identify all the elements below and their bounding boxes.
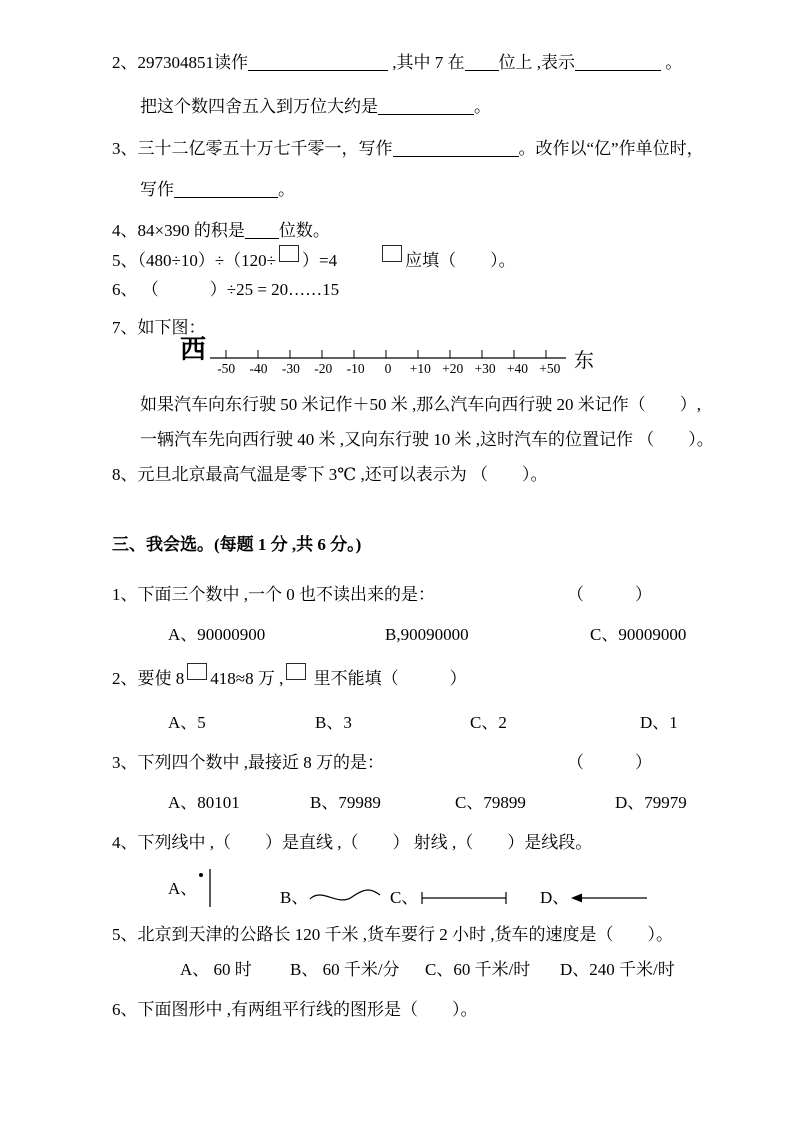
choice-q1-stem: [112, 583, 723, 606]
q2-stem-text-3: 里不能填（ ）: [309, 669, 467, 688]
fill-q3-line1: [112, 137, 723, 160]
tick-label: +10: [409, 361, 431, 376]
fill-q7-line1: [112, 393, 723, 416]
figure-a-label: A、: [168, 878, 198, 898]
option-d: D、1: [640, 713, 678, 732]
figure-c-label: C、: [390, 888, 419, 907]
tick-label: +50: [539, 361, 561, 376]
number-line: [210, 345, 566, 377]
answer-paren: （ ）: [567, 585, 652, 604]
q3-text-3: 写作: [140, 180, 174, 199]
number-line-labels: [210, 361, 566, 377]
fill-q5: [112, 245, 723, 272]
blank-underline: [575, 54, 661, 71]
choice-q5-options: [112, 958, 723, 981]
tick-label: +40: [506, 361, 528, 376]
choice-q5-stem: [112, 923, 723, 946]
option-d: D、240 千米/时: [560, 960, 675, 979]
tick-label: +30: [474, 361, 496, 376]
option-c: C、90009000: [590, 625, 687, 644]
blank-underline: [378, 98, 474, 115]
answer-paren: （ ）: [567, 753, 652, 772]
option-a: A、80101: [168, 793, 240, 812]
answer-box: [382, 245, 402, 262]
option-c: C、60 千米/时: [425, 960, 531, 979]
tick-label: -10: [346, 361, 365, 376]
q7-text-2: 一辆汽车先向西行驶 40 米 ,又向东行驶 10 米 ,这时汽车的位置记作 （ ）。: [140, 430, 714, 449]
q4-text-2: 位数。: [278, 221, 330, 240]
q3-stem-text: 3、下列四个数中 ,最接近 8 万的是：: [112, 753, 384, 772]
tick-label: -30: [281, 361, 300, 376]
option-b: B,90090000: [385, 625, 469, 644]
q8-text: 8、元旦北京最高气温是零下 3℃ ,还可以表示为 （ ）。: [112, 465, 548, 484]
q2-text-5: 把这个数四舍五入到万位大约是: [140, 97, 378, 116]
choice-q2-stem: [112, 663, 723, 690]
fill-q7-line2: [112, 428, 723, 451]
tick-label: +20: [442, 361, 464, 376]
choice-q3-stem: [112, 751, 723, 774]
q5-text-1: 5、（480÷10）÷（120÷: [112, 251, 276, 270]
q2-stem-text-2: 418≈8 万 ,: [210, 669, 284, 688]
blank-underline: [245, 222, 279, 239]
q7-text-1: 如果汽车向东行驶 50 米记作＋50 米 ,那么汽车向西行驶 20 米记作（ ）,: [140, 395, 701, 414]
figure-d-label: D、: [540, 888, 570, 907]
option-b: B、 60 千米/分: [290, 960, 400, 979]
q5-stem-text: 5、北京到天津的公路长 120 千米 ,货车要行 2 小时 ,货车的速度是（ ）。: [112, 925, 673, 944]
q2-text-4: 。: [661, 53, 683, 72]
east-label: 东: [574, 350, 595, 372]
option-a: A、5: [168, 713, 206, 732]
figure-d: [540, 886, 723, 909]
number-line-axis: [210, 345, 566, 361]
option-c: C、2: [470, 713, 507, 732]
blank-underline: [248, 54, 388, 71]
tick-label: -20: [314, 361, 333, 376]
tick-label: 0: [384, 361, 392, 376]
section-3-heading: [112, 533, 723, 556]
blank-underline: [174, 181, 278, 198]
choice-q2-options: [112, 711, 723, 734]
section-3-score-note: (每题 1 分 ,共 6 分。): [214, 535, 362, 554]
option-c: C、79899: [455, 793, 526, 812]
answer-box: [286, 663, 306, 680]
figure-b: [280, 885, 390, 909]
west-label: 西: [180, 335, 207, 364]
q6-stem-text: 6、下面图形中 ,有两组平行线的图形是（ ）。: [112, 1000, 478, 1019]
q2-text-1: 2、297304851读作: [112, 53, 248, 72]
choice-q4-stem: [112, 831, 723, 854]
fill-q8: [112, 463, 723, 486]
fill-q4: [112, 219, 723, 242]
option-a: A、 60 时: [180, 960, 252, 979]
line-segment-figure: [418, 889, 510, 907]
curve-figure: [308, 885, 382, 909]
q7-label-text: 7、如下图：: [112, 318, 206, 337]
q6-text: 6、 （ ）÷25 = 20……15: [112, 280, 340, 299]
choice-q3-options: [112, 791, 723, 814]
fill-q2-line1: [112, 51, 723, 74]
choice-q6-stem: [112, 998, 723, 1021]
tick-label: -40: [249, 361, 268, 376]
q3-text-2: 。改作以“亿”作单位时，: [518, 139, 704, 158]
answer-box: [279, 245, 299, 262]
blank-underline: [465, 54, 499, 71]
q3-text-1: 3、三十二亿零五十万七千零一，写作: [112, 139, 393, 158]
q4-stem-text: 4、下列线中 ,（ ）是直线 ,（ ） 射线 ,（ ）是线段。: [112, 833, 593, 852]
choice-q1-options: [112, 623, 723, 646]
q1-stem-text: 1、下面三个数中 ,一个 0 也不读出来的是：: [112, 585, 435, 604]
q2-text-6: 。: [474, 97, 491, 116]
section-3-title: 三、我会选。: [112, 535, 214, 554]
q2-stem-text-1: 2、要使 8: [112, 669, 185, 688]
choice-q4-figures: [112, 867, 723, 909]
option-b: B、79989: [310, 793, 381, 812]
fill-q3-line2: [112, 178, 723, 201]
figure-a: [168, 867, 280, 909]
ray-figure: [569, 890, 649, 906]
figure-c: [390, 886, 540, 909]
answer-box: [187, 663, 207, 680]
option-d: D、79979: [615, 793, 687, 812]
q3-text-4: 。: [278, 180, 295, 199]
fill-q2-line2: [112, 95, 723, 118]
q5-text-3: 应填（ ）。: [405, 251, 516, 270]
figure-b-label: B、: [280, 887, 309, 907]
number-line-figure: [180, 335, 723, 377]
fill-q6: [112, 278, 723, 301]
tick-label: -50: [217, 361, 236, 376]
q4-text-1: 4、84×390 的积是: [112, 221, 245, 240]
blank-underline: [393, 140, 519, 157]
q2-text-2: ,其中 7 在: [388, 53, 465, 72]
option-b: B、3: [315, 713, 352, 732]
option-a: A、90000900: [168, 625, 266, 644]
q5-text-2: ）=4: [302, 251, 338, 270]
vertical-line-figure: [197, 867, 219, 909]
q2-text-3: 位上 ,表示: [498, 53, 575, 72]
